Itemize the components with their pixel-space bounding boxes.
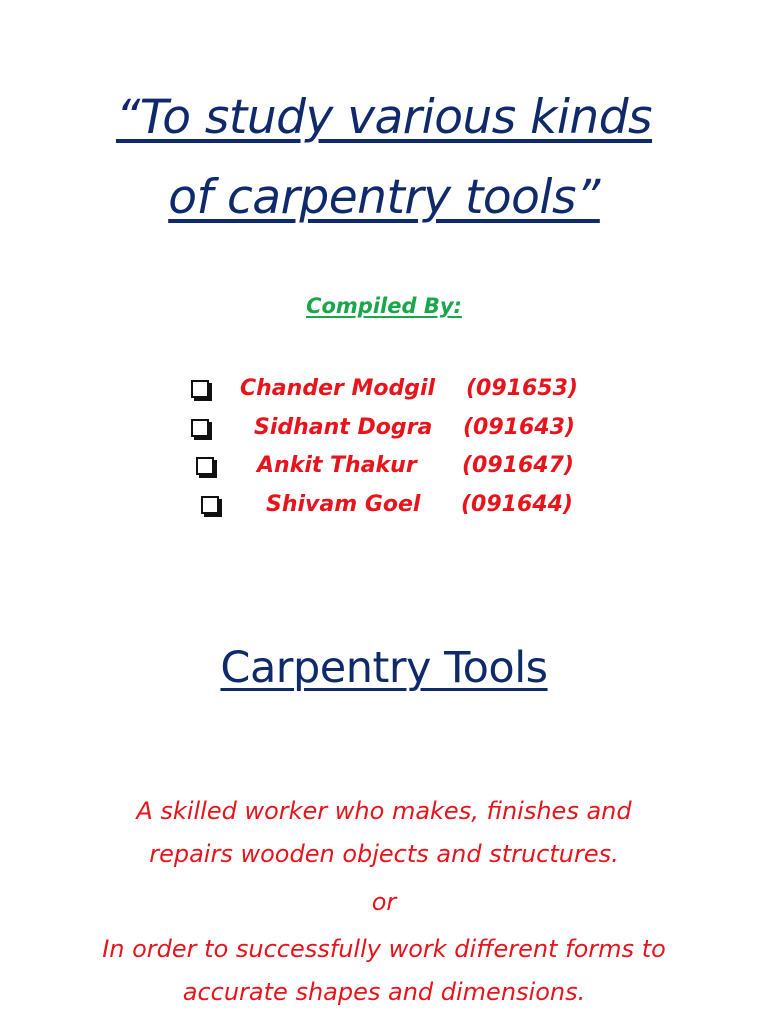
definition-line-2: repairs wooden objects and structures. xyxy=(149,840,619,868)
author-id: (091643) xyxy=(463,414,575,440)
definition-paragraph-1 xyxy=(0,790,768,876)
compiled-by-label: Compiled By: xyxy=(306,294,462,318)
title-line-2: of carpentry tools” xyxy=(168,170,600,225)
checkbox-bullet-icon xyxy=(191,380,209,398)
author-item xyxy=(0,447,768,486)
checkbox-bullet-icon xyxy=(196,457,214,475)
checkbox-bullet-icon xyxy=(191,419,209,437)
author-name: Sidhant Dogra xyxy=(254,414,433,440)
author-name: Shivam Goel xyxy=(266,491,421,517)
page-title xyxy=(0,78,768,238)
definition-line-1: A skilled worker who makes, finishes and xyxy=(136,797,632,825)
author-id: (091644) xyxy=(461,491,573,517)
author-name: Ankit Thakur xyxy=(257,453,417,478)
section-heading: Carpentry Tools xyxy=(220,643,548,693)
author-item xyxy=(0,370,768,409)
author-id: (091647) xyxy=(462,453,574,478)
author-name: Chander Modgil xyxy=(240,376,436,401)
definition-or: or xyxy=(371,888,397,916)
author-item xyxy=(0,409,768,448)
author-id: (091653) xyxy=(466,376,578,401)
definition-paragraph-2 xyxy=(0,928,768,1014)
definition-line-3: In order to successfully work different forms to xyxy=(102,935,666,963)
definition-line-4: accurate shapes and dimensions. xyxy=(182,978,586,1006)
title-line-1: “To study various kinds xyxy=(115,90,653,145)
checkbox-bullet-icon xyxy=(201,496,219,514)
author-item xyxy=(0,486,768,525)
author-list xyxy=(0,370,768,524)
